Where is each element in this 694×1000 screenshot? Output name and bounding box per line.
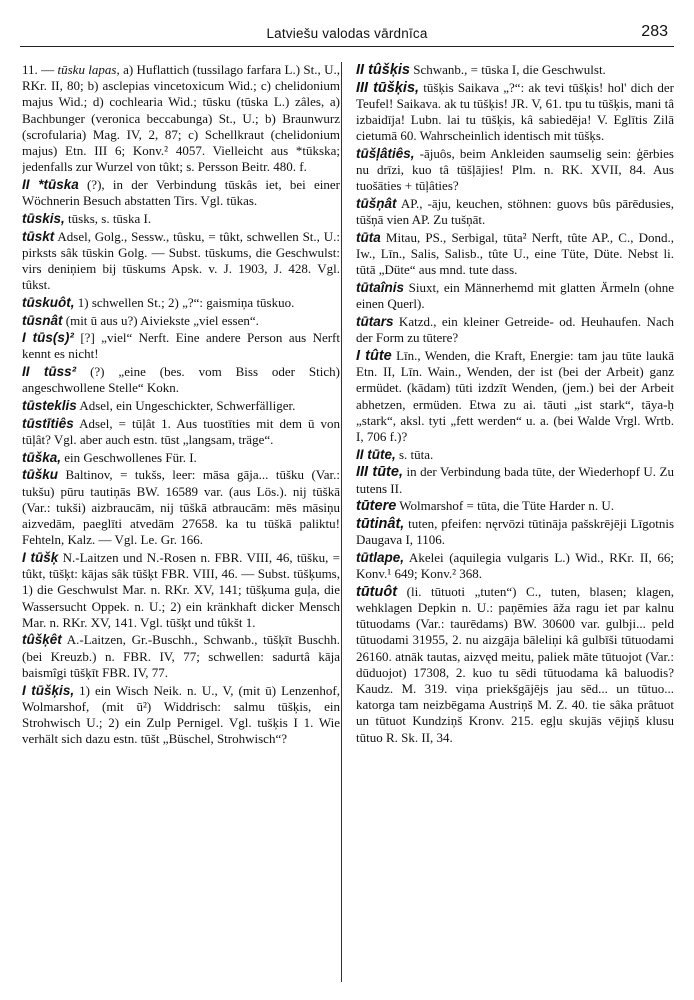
dictionary-entry	[22, 450, 340, 466]
entry-headword: II tûšķis	[356, 62, 410, 78]
entry-headword: tūsteklis	[22, 398, 77, 414]
entry-body: (li. tūtuoti „tuten“) C., tuten, blasen; klagen, wehklagen Depkin n. U.: paņēmies āža ragu iet par kalnu tūtuodams (Var.: taurēdams) BW. 30600 var. gulbji... peld tūtuodami 31955, 2. nu aizgāja bāleliņi kâ gulbīši tūtuodami 26160. atnāk tautas, aizvęd meitu, paliek māte tūtuojot (Var.: dūduojot) 17308, 2. kuo tu sēdi tūtuodama kâ baluodis? Kaudz. M. 319. viņa priekšgājējs jau sēd... un tūtuo... katorga tam neizbēgama Austriņš M. Z. 40. tie sâka prâtuot un tūtuot Kundziņš Kronv. 215. egļu skujās vējiņš klusu tūtuo R. Sk. II, 34.	[356, 583, 674, 745]
dictionary-entry	[22, 550, 340, 631]
entry-body: [?] „viel“ Nerft. Eine andere Person aus Nerft kennt es nicht!	[22, 330, 340, 362]
dictionary-entry	[356, 80, 674, 145]
right-column	[356, 62, 674, 992]
entry-headword: tūtere	[356, 498, 397, 515]
entry-headword: tûšķêt	[22, 632, 62, 648]
dictionary-entry	[22, 467, 340, 548]
entry-body: Siuxt, ein Männerhemd mit glatten Ärmeln (ohne einen Querl).	[356, 280, 674, 312]
entry-headword: tūsnât	[22, 312, 63, 328]
entry-body: s. tūta.	[395, 446, 434, 462]
page-number: 283	[641, 23, 668, 40]
dictionary-entry	[22, 62, 340, 175]
entry-body: Adsel, = tūļât 1. Aus tuostīties mit dem ū von tūļât? Vgl. aber auch estn. tūst „langsam, träge“.	[22, 415, 340, 447]
entry-body: A.-Laitzen, Gr.-Buschh., Schwanb., tūšķīt Buschh. (bei Kreuzb.) n. FBR. IV, 77; schwellen: sadurtâ kāja baismîgi tūšķīt FBR. IV, 77.	[22, 632, 340, 680]
entry-headword: II tūte,	[356, 446, 396, 462]
entry-headword: tūta	[356, 230, 381, 246]
entry-body: Līn., Wenden, die Kraft, Energie: tam jau tūte laukā Etn. II, Līn. Wain., Wenden, der ist (bei der Arbeit) ganz ermüdet. (kādam) tūti izdzīt Wenden, (jem.) bei der Arbeit abhetzen, ermüden. Etwa zu ai. tāuti „ist stark“, tāya-ḥ „stark“, aksl. tyti „fett werden“ u. a. (bei Walde Vrgl. Wrtb. I, 706 f.)?	[356, 347, 674, 444]
entry-headword: tūtars	[356, 314, 394, 330]
dictionary-entry	[356, 464, 674, 496]
dictionary-entry	[356, 516, 674, 548]
dictionary-entry	[356, 314, 674, 346]
entry-headword: tūška,	[22, 449, 62, 465]
entry-body: 1) ein Wisch Neik. n. U., V, (mit ū) Lenzenhof, Wolmarshof, (mit ū²) Widdrisch: salmu tūšķis, ein Strohwisch U.; 2) ein Zulp Pernigel. Vgl. tušķis I 1. Wie verhält sich dazu estn. tūšt „Büschel, Strohwisch“?	[22, 682, 340, 747]
dictionary-entry	[356, 62, 674, 78]
entry-headword: tūstītiês	[22, 415, 74, 431]
entry-headword: tūtlape,	[356, 549, 405, 565]
entry-headword: tūskt	[22, 228, 55, 244]
entry-headword: II tūss²	[22, 364, 77, 380]
entry-headword: tūtuôt	[356, 583, 398, 600]
dictionary-entry	[356, 447, 674, 463]
dictionary-entry	[356, 498, 674, 514]
page-header	[20, 22, 674, 47]
entry-body: in der Verbindung bada tūte, der Wiederhopf U. Zu tutens II.	[356, 464, 674, 496]
dictionary-entry	[356, 146, 674, 195]
entry-body: Akelei (aquilegia vulgaris L.) Wid., RKr. II, 66; Konv.¹ 649; Konv.² 368.	[356, 549, 674, 582]
entry-body: Adsel, ein Ungeschickter, Schwerfälliger.	[76, 398, 296, 414]
entry-headword: tūskis,	[22, 210, 65, 226]
entry-headword: III tūšķis,	[356, 79, 420, 96]
entry-headword: III tūte,	[356, 464, 403, 481]
entry-body: tuten, pfeifen: nęrvōzi tūtināja pašskrējēji Līgotnis Daugava I, 1106.	[356, 515, 674, 548]
dictionary-entry	[22, 364, 340, 396]
dictionary-entry	[22, 330, 340, 362]
left-column	[22, 62, 340, 992]
entry-headword: tūskuôt,	[22, 294, 75, 310]
dictionary-entry	[356, 550, 674, 582]
dictionary-entry	[22, 683, 340, 748]
dictionary-entry	[22, 632, 340, 681]
entry-body: tūsks, s. tūska I.	[64, 210, 152, 226]
dictionary-entry	[22, 313, 340, 329]
entry-headword: tūtinât,	[356, 515, 405, 532]
dictionary-entry	[22, 177, 340, 209]
dictionary-entry	[356, 280, 674, 312]
dictionary-entry	[22, 295, 340, 311]
entry-body: AP., -āju, keuchen, stöhnen: guovs bûs pārēdusies, tūšņā vien AP. Zu tušņāt.	[356, 196, 674, 228]
dictionary-entry	[22, 416, 340, 448]
entry-headword: I tūšķ	[22, 549, 59, 565]
entry-body: Schwanb., = tūska I, die Geschwulst.	[410, 62, 606, 77]
column-divider	[341, 62, 342, 982]
dictionary-entry	[22, 398, 340, 414]
entry-body: Katzd., ein kleiner Getreide- od. Heuhaufen. Nach der Form zu tūtere?	[356, 314, 674, 346]
entry-headword: I tūs(s)²	[22, 330, 74, 346]
entry-body: Wolmarshof = tūta, die Tüte Harder n. U.	[396, 498, 615, 514]
dictionary-entry	[356, 196, 674, 228]
entry-prefix: 11. —	[22, 62, 58, 77]
dictionary-entry	[22, 211, 340, 227]
dictionary-entry	[356, 348, 674, 445]
entry-headword: tūtaînis	[356, 280, 405, 296]
entry-body: (?) „eine (bes. vom Biss oder Stich) angeschwollene Stelle“ Kokn.	[22, 364, 340, 396]
dictionary-entry	[356, 584, 674, 746]
entry-headword: tūšņât	[356, 196, 397, 212]
dictionary-entry	[22, 229, 340, 294]
entry-body: Adsel, Golg., Sessw., tûsku, = tûkt, schwellen St., U.: pirksts sâk tūskin Golg. — Subst. tūskums, die Geschwulst: virs deniņiem bij tūskums Apsk. v. J. 1903, J. 428. Vgl. tûkst.	[22, 228, 340, 293]
entry-body: (mit ū aus u?) Aiviekste „viel essen“.	[62, 312, 259, 328]
entry-italic-lead: tūsku lapas,	[57, 62, 120, 77]
entry-body: ein Geschwollenes Für. I.	[61, 449, 197, 465]
entry-headword: tūšļâtiês,	[356, 146, 415, 162]
entry-body: (?), in der Verbindung tūskâs iet, bei einer Wöchnerin Besuch abstatten Tirs. Vgl. tūkas.	[22, 176, 340, 209]
dictionary-entry	[356, 230, 674, 279]
dictionary-title: Latviešu valodas vārdnīca	[266, 26, 428, 41]
entry-headword: tūšku	[22, 467, 59, 483]
entry-body: a) Huflattich (tussilago farfara L.) St., U., RKr. II, 80; b) asclepias vincetoxicum Wid.; c) chelidonium majus Wid.; d) cochlearia Wid.; tūsku (tūska L.) zâles, a) Bachbunger (veronica beccabunga) St., U.; b) Braunwurz (scrofularia) Mag. IV, 2, 87; c) Schellkraut (chelidonium majus) Etn. III 6; Konv.² 4057. Vielleicht aus *tūkska; jedenfalls zur Wurzel von tûkt; s. Persson Beitr. 480. f.	[22, 62, 340, 175]
entry-headword: I tūšķis,	[22, 682, 75, 698]
entry-body: Baltinov, = tukšs, leer: māsa gāja... tūšku (Var.: tukšu) pūru tautiņās BW. 16589 var. (aus Lös.). nij tūškā (Var.: tukši) aizbraucām, nij tūškā atbraucām: mēs māsiņu aizvedām, paeglīti atvedām 27658. ka tu tūškā paliktu! Fehteln, Kalz. — Vgl. Le. Gr. 166.	[22, 467, 340, 548]
entry-body: -ājuôs, beim Ankleiden saumselig sein: ģērbies nu drīzi, kuo tâ tūšļājies! Plm. n. RK. XVII, 84. Aus tuošāties + tūļâties?	[356, 146, 674, 194]
entry-body: N.-Laitzen und N.-Rosen n. FBR. VIII, 46, tūšku, = tûkt, tūšķt: kājas sâk tūšķt FBR. VIII, 46. — Subst. tūšķums, 1) die Geschwulst Mar. n. RKr. XV, 141; tūšķuma guļa, die Wassersucht Oppek. n. U.; 2) ein kränkhaft dicker Mensch Mar. n. RKr. XV, 141. Vgl. tūšķt und tûkšt 1.	[22, 549, 340, 630]
entry-headword: I tûte	[356, 347, 392, 364]
entry-body: 1) schwellen St.; 2) „?“: gaismiņa tūskuo.	[74, 294, 295, 310]
entry-body: tūšķis Saikava „?“: ak tevi tūšķis! hol' dich der Teufel! Saikava. ak tu tūšķis! JR. V, 61. tpu tu tūšķis, mani tâ izbaidīja! Lubn. lai tu tūšķis, kâ sabiedēja! V. Eglītis Zilā cietumā 60. Wahrscheinlich identisch mit tūšķs.	[356, 79, 674, 144]
entry-headword: II *tūska	[22, 176, 79, 192]
entry-body: Mitau, PS., Serbigal, tūta² Nerft, tûte AP., C., Dond., Iw., Līn., Salis, Salisb., tûte U., eine Tüte, Düte. Nebst li. tūtā „Düte“ aus mnd. tute dass.	[356, 230, 674, 278]
